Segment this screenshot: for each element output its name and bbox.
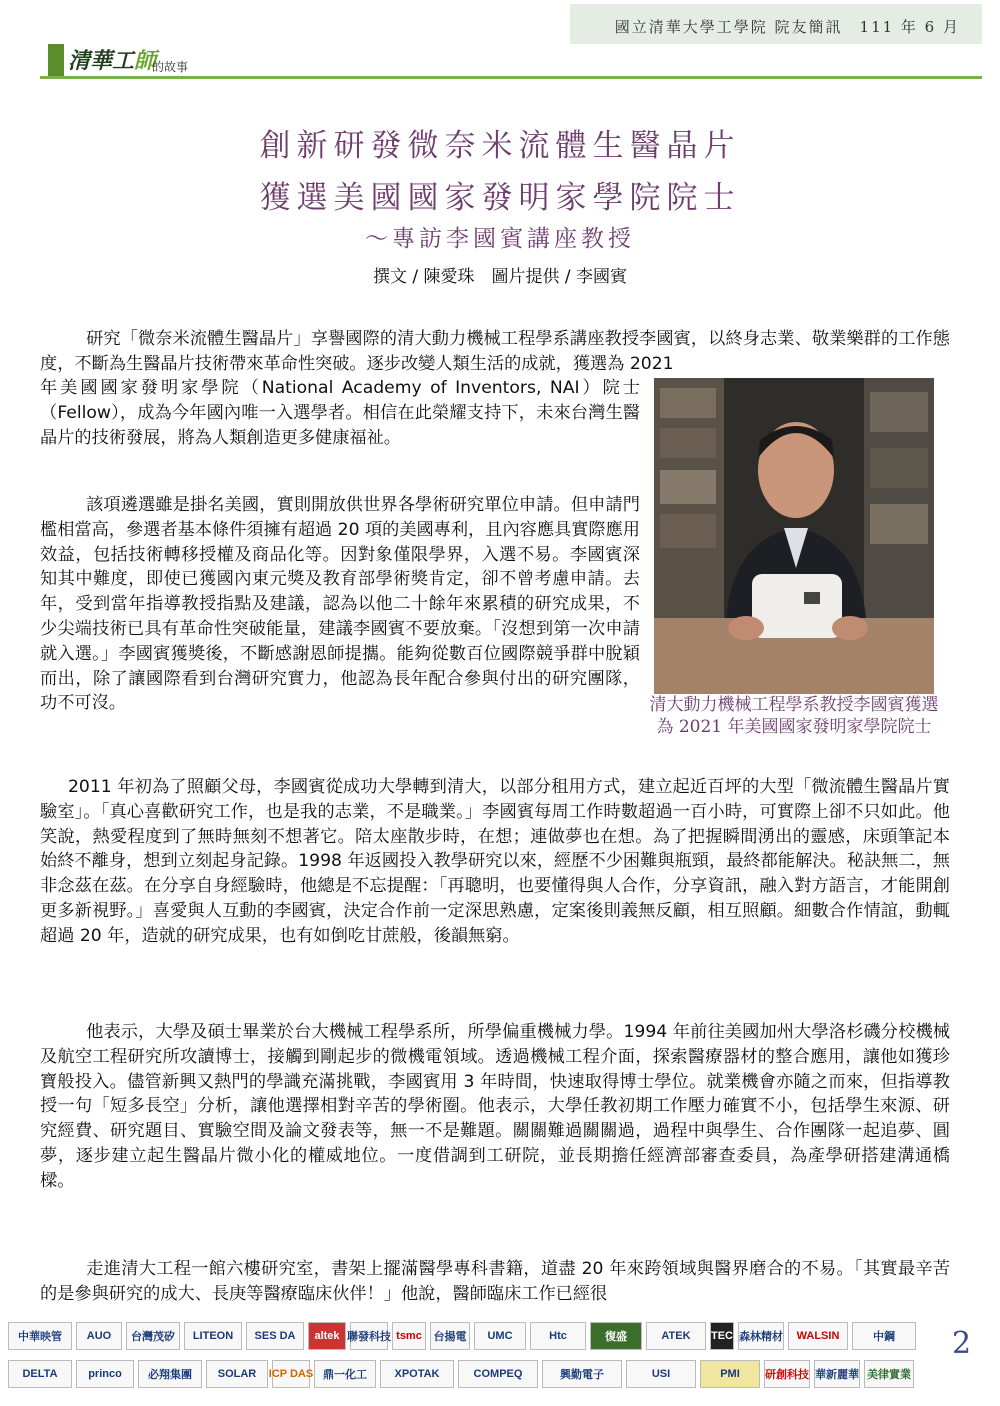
logo-accent-bar	[48, 44, 64, 76]
sponsor-logo: AUO	[76, 1322, 122, 1350]
sponsor-logo: Htc	[530, 1322, 586, 1350]
sponsor-logo: 研創科技	[764, 1360, 810, 1388]
sponsor-logo: 台揚電	[430, 1322, 470, 1350]
sponsor-logo: 華新麗華	[814, 1360, 860, 1388]
sponsor-logo: 中華映管	[8, 1322, 72, 1350]
sponsor-logo: SOLAR	[206, 1360, 268, 1388]
header-band	[570, 4, 982, 44]
sponsor-row-2	[8, 1360, 914, 1390]
column-suffix: 的故事	[152, 60, 189, 74]
paragraph-1-first-lines: 研究「微奈米流體生醫晶片」享譽國際的清大動力機械工程學系講座教授李國賓，以終身志業、敬業樂群的工作態度，不斷為生醫晶片技術帶來革命性突破。逐步改變人類生活的成就，獲選為 2021	[40, 329, 950, 374]
sponsor-logo: ATEK	[646, 1322, 706, 1350]
sponsor-logo: XPOTAK	[380, 1360, 454, 1388]
newsletter-header: 國立清華大學工學院 院友簡訊 111 年 6 月	[614, 18, 960, 36]
sponsor-logo: 鼎一化工	[314, 1360, 376, 1388]
column-logo	[40, 40, 200, 80]
sponsor-logo: 復盛	[590, 1322, 642, 1350]
article-subtitle: ～專訪李國賓講座教授	[365, 226, 635, 252]
paragraph-1-continued: 年美國國家發明家學院（National Academy of Inventors, NAI）院士（Fellow），成為今年國內唯一入選學者。相信在此榮耀支持下，未來台灣生醫晶片的技術發展，將為人類創造更多健康福祉。	[40, 378, 640, 448]
sponsor-logo: 必翔集團	[138, 1360, 202, 1388]
sponsor-logos	[8, 1318, 938, 1394]
paragraph-2: 該項遴選雖是掛名美國，實則開放供世界各學術研究單位申請。但申請門檻相當高，參選者基本條件須擁有超過 20 項的美國專利，且內容應具實際應用效益，包括技術轉移授權及商品化等。因對象僅限學界，入選不易。李國賓深知其中難度，即使已獲國內東元獎及教育部學術獎肯定，卻不曾考慮申請。去年，受到當年指導教授指點及建議，認為以他二十餘年來累積的研究成果，不少尖端技術已具有革命性突破能量，建議李國賓不要放棄。「沒想到第一次申請就入選。」李國賓獲獎後，不斷感謝恩師提攜。能夠從數百位國際競爭群中脫穎而出，除了讓國際看到台灣研究實力，他認為長年配合參與付出的研究團隊，功不可沒。	[40, 495, 640, 714]
sponsor-logo: COMPEQ	[458, 1360, 538, 1388]
sponsor-logo: 台灣茂矽	[126, 1322, 180, 1350]
sponsor-logo: ICP DAS	[272, 1360, 310, 1388]
sponsor-logo: PMI	[700, 1360, 760, 1388]
sponsor-logo: UMC	[474, 1322, 526, 1350]
paragraph-5: 走進清大工程一館六樓研究室，書架上擺滿醫學專科書籍，道盡 20 年來跨領域與醫界磨合的不易。「其實最辛苦的是參與研究的成大、長庚等醫療臨床伙伴！」他說，醫師臨床工作已經很	[40, 1259, 950, 1304]
paragraph-3: 2011 年初為了照顧父母，李國賓從成功大學轉到清大，以部分租用方式，建立起近百坪的大型「微流體生醫晶片實驗室」。「真心喜歡研究工作，也是我的志業，不是職業。」李國賓每周工作時數超過一百小時，可實際上卻不只如此。他笑說，熱愛程度到了無時無刻不想著它。陪太座散步時，在想；連做夢也在想。為了把握瞬間湧出的靈感，床頭筆記本始終不離身，想到立刻起身記錄。1998 年返國投入教學研究以來，經歷不少困難與瓶頸，最終都能解決。秘訣無二，無非念茲在茲。在分享自身經驗時，他總是不忘提醒：「再聰明，也要懂得與人合作，分享資訊，融入對方語言，才能開創更多新視野。」喜愛與人互動的李國賓，決定合作前一定深思熟慮，定案後則義無反顧，相互照顧。細數合作情誼，動輒超過 20 年，造就的研究成果，也有如倒吃甘蔗般，後韻無窮。	[40, 777, 950, 946]
column-name: 清華工師	[68, 48, 157, 74]
article-title-line-1: 創新研發微奈米流體生醫晶片	[259, 128, 741, 164]
sponsor-logo: 興勤電子	[542, 1360, 622, 1388]
professor-photo	[654, 378, 934, 694]
article-title-line-2: 獲選美國國家發明家學院院士	[259, 180, 741, 216]
paragraph-4: 他表示，大學及碩士畢業於台大機械工程學系所，所學偏重機械力學。1994 年前往美國加州大學洛杉磯分校機械及航空工程研究所攻讀博士，接觸到剛起步的微機電領域。透過機械工程介面，探索醫療器材的整合應用，讓他如獲珍寶般投入。儘管新興又熱門的學識充滿挑戰，李國賓用 3 年時間，快速取得博士學位。就業機會亦隨之而來，但指導教授一句「短多長空」分析，讓他選擇相對辛苦的學術圈。他表示，大學任教初期工作壓力確實不小，包括學生來源、研究經費、研究題目、實驗空間及論文發表等，無一不是難題。關關難過關關過，過程中與學生、合作團隊一起追夢、圓夢，逐步建立起生醫晶片微小化的權威地位。一度借調到工研院，並長期擔任經濟部審查委員，為產學研搭建溝通橋樑。	[40, 1022, 950, 1191]
sponsor-logo: USI	[626, 1360, 696, 1388]
sponsor-logo: TEC	[710, 1322, 734, 1350]
photo-caption: 清大動力機械工程學系教授李國賓獲選為 2021 年美國國家發明家學院院士	[649, 695, 939, 737]
sponsor-logo: WALSIN	[788, 1322, 848, 1350]
sponsor-logo: 中鋼	[852, 1322, 916, 1350]
sponsor-logo: SES DA	[246, 1322, 304, 1350]
sponsor-logo: tsmc	[392, 1322, 426, 1350]
sponsor-logo: altek	[308, 1322, 346, 1350]
sponsor-logo: princo	[76, 1360, 134, 1388]
header-divider	[40, 76, 982, 79]
sponsor-logo: 聯發科技	[350, 1322, 388, 1350]
article-byline: 撰文 / 陳愛珠 圖片提供 / 李國賓	[372, 267, 628, 287]
sponsor-row-1	[8, 1322, 916, 1352]
sponsor-logo: LITEON	[184, 1322, 242, 1350]
sponsor-logo: 森林精材	[738, 1322, 784, 1350]
page-number: 2	[952, 1326, 972, 1361]
sponsor-logo: DELTA	[8, 1360, 72, 1388]
sponsor-logo: 美律實業	[864, 1360, 914, 1388]
